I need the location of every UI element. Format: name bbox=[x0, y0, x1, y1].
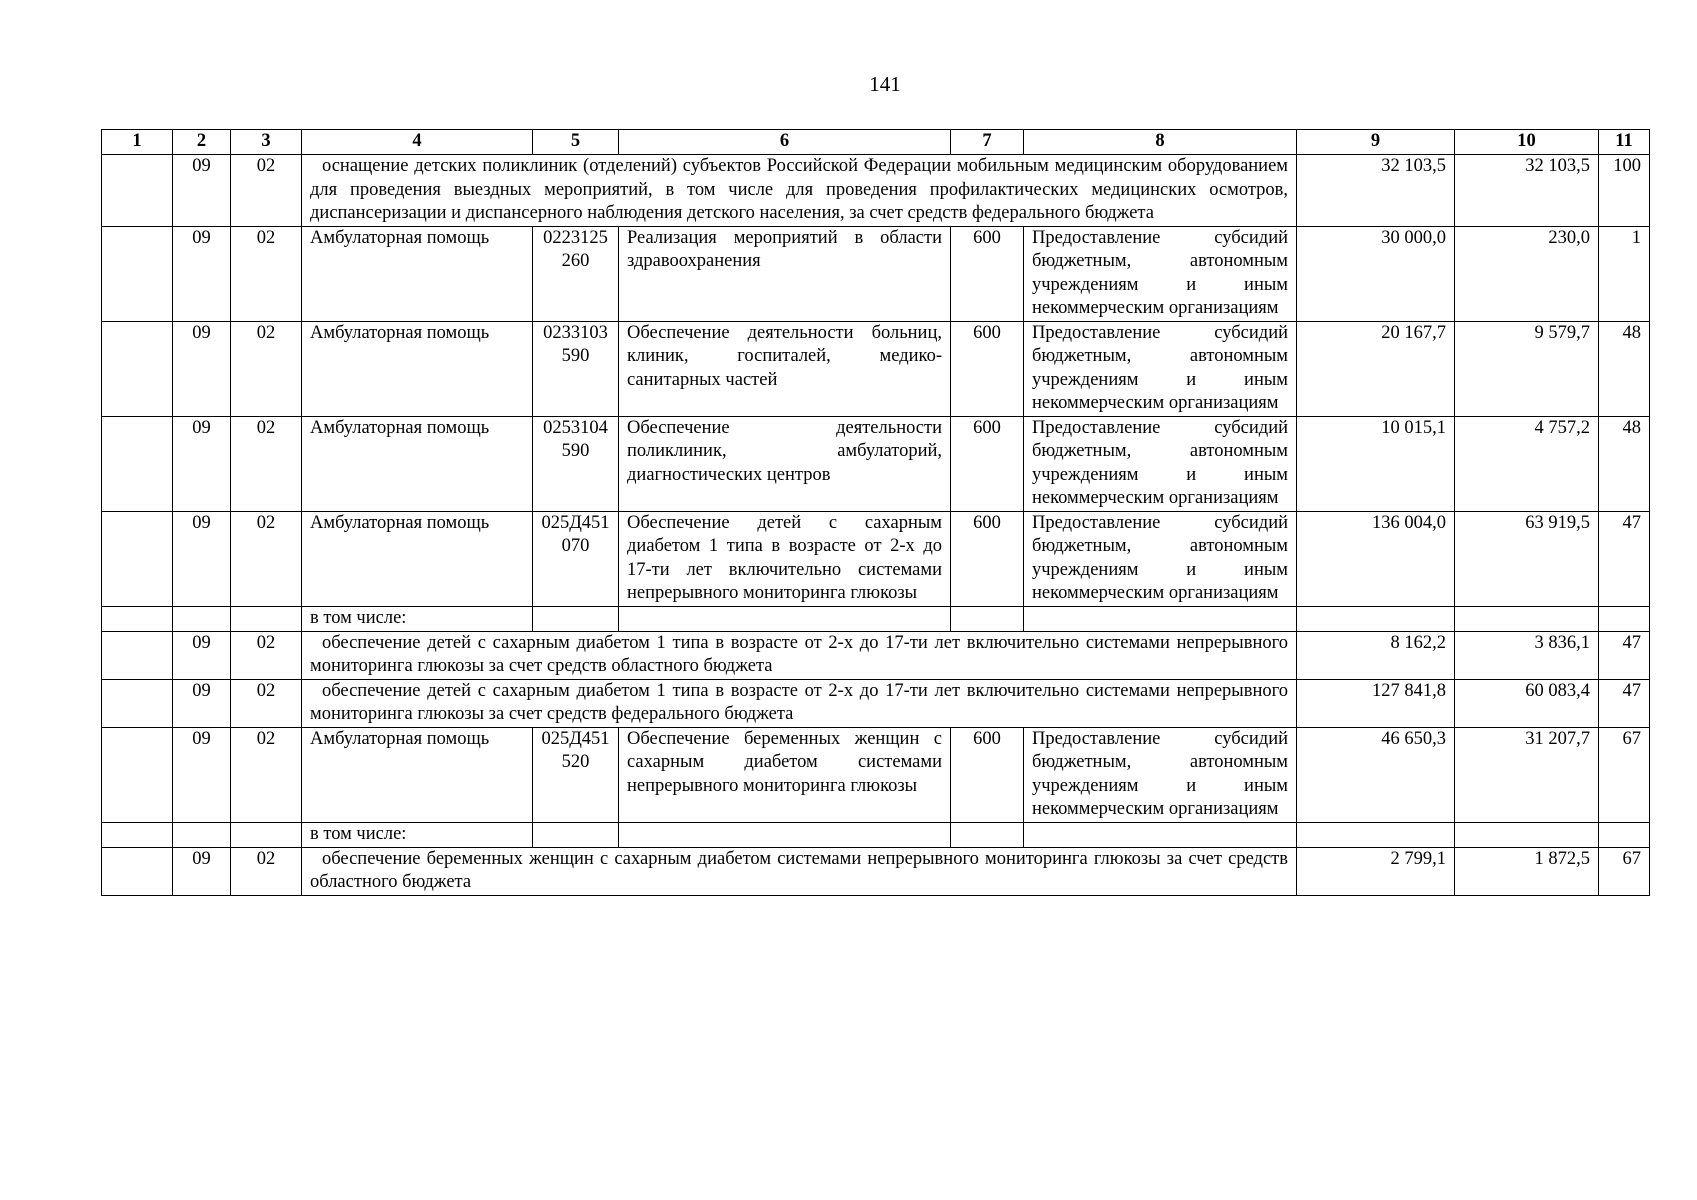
col-header-9: 9 bbox=[1297, 130, 1455, 155]
cell-expense-name bbox=[1024, 606, 1297, 631]
col-header-4: 4 bbox=[302, 130, 533, 155]
cell-executed: 3 836,1 bbox=[1455, 631, 1599, 679]
cell-subsection bbox=[231, 606, 302, 631]
cell-percent: 47 bbox=[1599, 631, 1650, 679]
cell-target-code: 0253104590 bbox=[533, 416, 619, 511]
cell-col1 bbox=[102, 847, 173, 895]
cell-col1 bbox=[102, 321, 173, 416]
cell-subsection: 02 bbox=[231, 416, 302, 511]
cell-executed bbox=[1455, 606, 1599, 631]
cell-subsection-name: Амбулаторная помощь bbox=[302, 727, 533, 822]
cell-percent bbox=[1599, 822, 1650, 847]
cell-section bbox=[173, 822, 231, 847]
cell-expense-code: 600 bbox=[951, 727, 1024, 822]
cell-plan: 8 162,2 bbox=[1297, 631, 1455, 679]
cell-subsection-name: Амбулаторная помощь bbox=[302, 321, 533, 416]
cell-expense-name: Предоставление субсидий бюджетным, автономным учреждениям и иным некоммерческим организациям bbox=[1024, 416, 1297, 511]
cell-executed: 1 872,5 bbox=[1455, 847, 1599, 895]
cell-section: 09 bbox=[173, 727, 231, 822]
table-row-including bbox=[102, 606, 1650, 631]
cell-percent bbox=[1599, 606, 1650, 631]
cell-description: обеспечение беременных женщин с сахарным диабетом системами непрерывного мониторинга глюкозы за счет средств областного бюджета bbox=[302, 847, 1297, 895]
cell-target-name: Обеспечение детей с сахарным диабетом 1 типа в возрасте от 2-х до 17-ти лет включительно системами непрерывного мониторинга глюкозы bbox=[619, 511, 951, 606]
cell-target-code: 0223125260 bbox=[533, 226, 619, 321]
cell-target-name bbox=[619, 822, 951, 847]
cell-plan: 46 650,3 bbox=[1297, 727, 1455, 822]
budget-table bbox=[101, 129, 1650, 896]
cell-expense-code: 600 bbox=[951, 511, 1024, 606]
col-header-7: 7 bbox=[951, 130, 1024, 155]
cell-section: 09 bbox=[173, 321, 231, 416]
cell-executed: 63 919,5 bbox=[1455, 511, 1599, 606]
cell-expense-code: 600 bbox=[951, 321, 1024, 416]
cell-col1 bbox=[102, 679, 173, 727]
cell-executed: 60 083,4 bbox=[1455, 679, 1599, 727]
table-row bbox=[102, 631, 1650, 679]
cell-section: 09 bbox=[173, 847, 231, 895]
cell-target-name bbox=[619, 606, 951, 631]
header-row bbox=[102, 130, 1650, 155]
cell-col1 bbox=[102, 822, 173, 847]
cell-executed: 32 103,5 bbox=[1455, 155, 1599, 227]
cell-col1 bbox=[102, 606, 173, 631]
cell-target-name: Обеспечение беременных женщин с сахарным диабетом системами непрерывного мониторинга глюкозы bbox=[619, 727, 951, 822]
cell-expense-name: Предоставление субсидий бюджетным, автономным учреждениям и иным некоммерческим организациям bbox=[1024, 511, 1297, 606]
table-row bbox=[102, 416, 1650, 511]
cell-section: 09 bbox=[173, 155, 231, 227]
cell-subsection-name: Амбулаторная помощь bbox=[302, 226, 533, 321]
cell-including-label: в том числе: bbox=[302, 606, 533, 631]
cell-section: 09 bbox=[173, 416, 231, 511]
cell-col1 bbox=[102, 226, 173, 321]
cell-target-code: 025Д451520 bbox=[533, 727, 619, 822]
cell-target-code: 0233103590 bbox=[533, 321, 619, 416]
cell-section bbox=[173, 606, 231, 631]
cell-subsection-name: Амбулаторная помощь bbox=[302, 416, 533, 511]
cell-plan: 127 841,8 bbox=[1297, 679, 1455, 727]
cell-plan: 10 015,1 bbox=[1297, 416, 1455, 511]
cell-subsection: 02 bbox=[231, 679, 302, 727]
cell-subsection: 02 bbox=[231, 631, 302, 679]
col-header-2: 2 bbox=[173, 130, 231, 155]
cell-section: 09 bbox=[173, 226, 231, 321]
cell-executed: 31 207,7 bbox=[1455, 727, 1599, 822]
cell-description: обеспечение детей с сахарным диабетом 1 типа в возрасте от 2-х до 17-ти лет включительно системами непрерывного мониторинга глюкозы за счет средств федерального бюджета bbox=[302, 679, 1297, 727]
cell-executed: 230,0 bbox=[1455, 226, 1599, 321]
cell-percent: 100 bbox=[1599, 155, 1650, 227]
cell-plan bbox=[1297, 822, 1455, 847]
cell-percent: 67 bbox=[1599, 727, 1650, 822]
cell-percent: 48 bbox=[1599, 416, 1650, 511]
table-row bbox=[102, 847, 1650, 895]
cell-description: оснащение детских поликлиник (отделений) субъектов Российской Федерации мобильным медицинским оборудованием для проведения выездных мероприятий, в том числе для проведения профилактических медицинских осмотров, диспансеризации и диспансерного наблюдения детского населения, за счет средств федерального бюджета bbox=[302, 155, 1297, 227]
cell-percent: 1 bbox=[1599, 226, 1650, 321]
cell-col1 bbox=[102, 155, 173, 227]
col-header-8: 8 bbox=[1024, 130, 1297, 155]
page-number: 141 bbox=[869, 72, 901, 96]
cell-plan: 30 000,0 bbox=[1297, 226, 1455, 321]
cell-description: обеспечение детей с сахарным диабетом 1 типа в возрасте от 2-х до 17-ти лет включительно системами непрерывного мониторинга глюкозы за счет средств областного бюджета bbox=[302, 631, 1297, 679]
cell-col1 bbox=[102, 727, 173, 822]
col-header-11: 11 bbox=[1599, 130, 1650, 155]
table-row bbox=[102, 321, 1650, 416]
cell-col1 bbox=[102, 416, 173, 511]
cell-section: 09 bbox=[173, 631, 231, 679]
cell-target-code bbox=[533, 822, 619, 847]
cell-expense-code bbox=[951, 822, 1024, 847]
cell-percent: 67 bbox=[1599, 847, 1650, 895]
cell-executed: 9 579,7 bbox=[1455, 321, 1599, 416]
cell-target-name: Обеспечение деятельности поликлиник, амбулаторий, диагностических центров bbox=[619, 416, 951, 511]
cell-expense-name: Предоставление субсидий бюджетным, автономным учреждениям и иным некоммерческим организациям bbox=[1024, 321, 1297, 416]
cell-target-code: 025Д451070 bbox=[533, 511, 619, 606]
cell-executed: 4 757,2 bbox=[1455, 416, 1599, 511]
col-header-10: 10 bbox=[1455, 130, 1599, 155]
col-header-3: 3 bbox=[231, 130, 302, 155]
table-row bbox=[102, 511, 1650, 606]
cell-col1 bbox=[102, 631, 173, 679]
cell-target-code bbox=[533, 606, 619, 631]
table-row-including bbox=[102, 822, 1650, 847]
cell-section: 09 bbox=[173, 511, 231, 606]
cell-expense-name bbox=[1024, 822, 1297, 847]
cell-subsection: 02 bbox=[231, 226, 302, 321]
cell-executed bbox=[1455, 822, 1599, 847]
cell-expense-name: Предоставление субсидий бюджетным, автономным учреждениям и иным некоммерческим организациям bbox=[1024, 727, 1297, 822]
cell-plan: 136 004,0 bbox=[1297, 511, 1455, 606]
cell-subsection: 02 bbox=[231, 847, 302, 895]
cell-expense-code: 600 bbox=[951, 416, 1024, 511]
table-row bbox=[102, 727, 1650, 822]
cell-subsection: 02 bbox=[231, 155, 302, 227]
cell-plan: 32 103,5 bbox=[1297, 155, 1455, 227]
cell-including-label: в том числе: bbox=[302, 822, 533, 847]
cell-expense-code: 600 bbox=[951, 226, 1024, 321]
cell-subsection bbox=[231, 822, 302, 847]
table-row bbox=[102, 155, 1650, 227]
cell-target-name: Обеспечение деятельности больниц, клиник, госпиталей, медико-санитарных частей bbox=[619, 321, 951, 416]
cell-percent: 47 bbox=[1599, 511, 1650, 606]
table-row bbox=[102, 226, 1650, 321]
cell-percent: 48 bbox=[1599, 321, 1650, 416]
cell-section: 09 bbox=[173, 679, 231, 727]
cell-expense-name: Предоставление субсидий бюджетным, автономным учреждениям и иным некоммерческим организациям bbox=[1024, 226, 1297, 321]
cell-subsection: 02 bbox=[231, 321, 302, 416]
table-row bbox=[102, 679, 1650, 727]
cell-subsection: 02 bbox=[231, 511, 302, 606]
col-header-1: 1 bbox=[102, 130, 173, 155]
col-header-5: 5 bbox=[533, 130, 619, 155]
col-header-6: 6 bbox=[619, 130, 951, 155]
cell-plan: 2 799,1 bbox=[1297, 847, 1455, 895]
cell-subsection: 02 bbox=[231, 727, 302, 822]
cell-plan bbox=[1297, 606, 1455, 631]
cell-col1 bbox=[102, 511, 173, 606]
cell-target-name: Реализация мероприятий в области здравоохранения bbox=[619, 226, 951, 321]
cell-plan: 20 167,7 bbox=[1297, 321, 1455, 416]
cell-subsection-name: Амбулаторная помощь bbox=[302, 511, 533, 606]
cell-percent: 47 bbox=[1599, 679, 1650, 727]
cell-expense-code bbox=[951, 606, 1024, 631]
